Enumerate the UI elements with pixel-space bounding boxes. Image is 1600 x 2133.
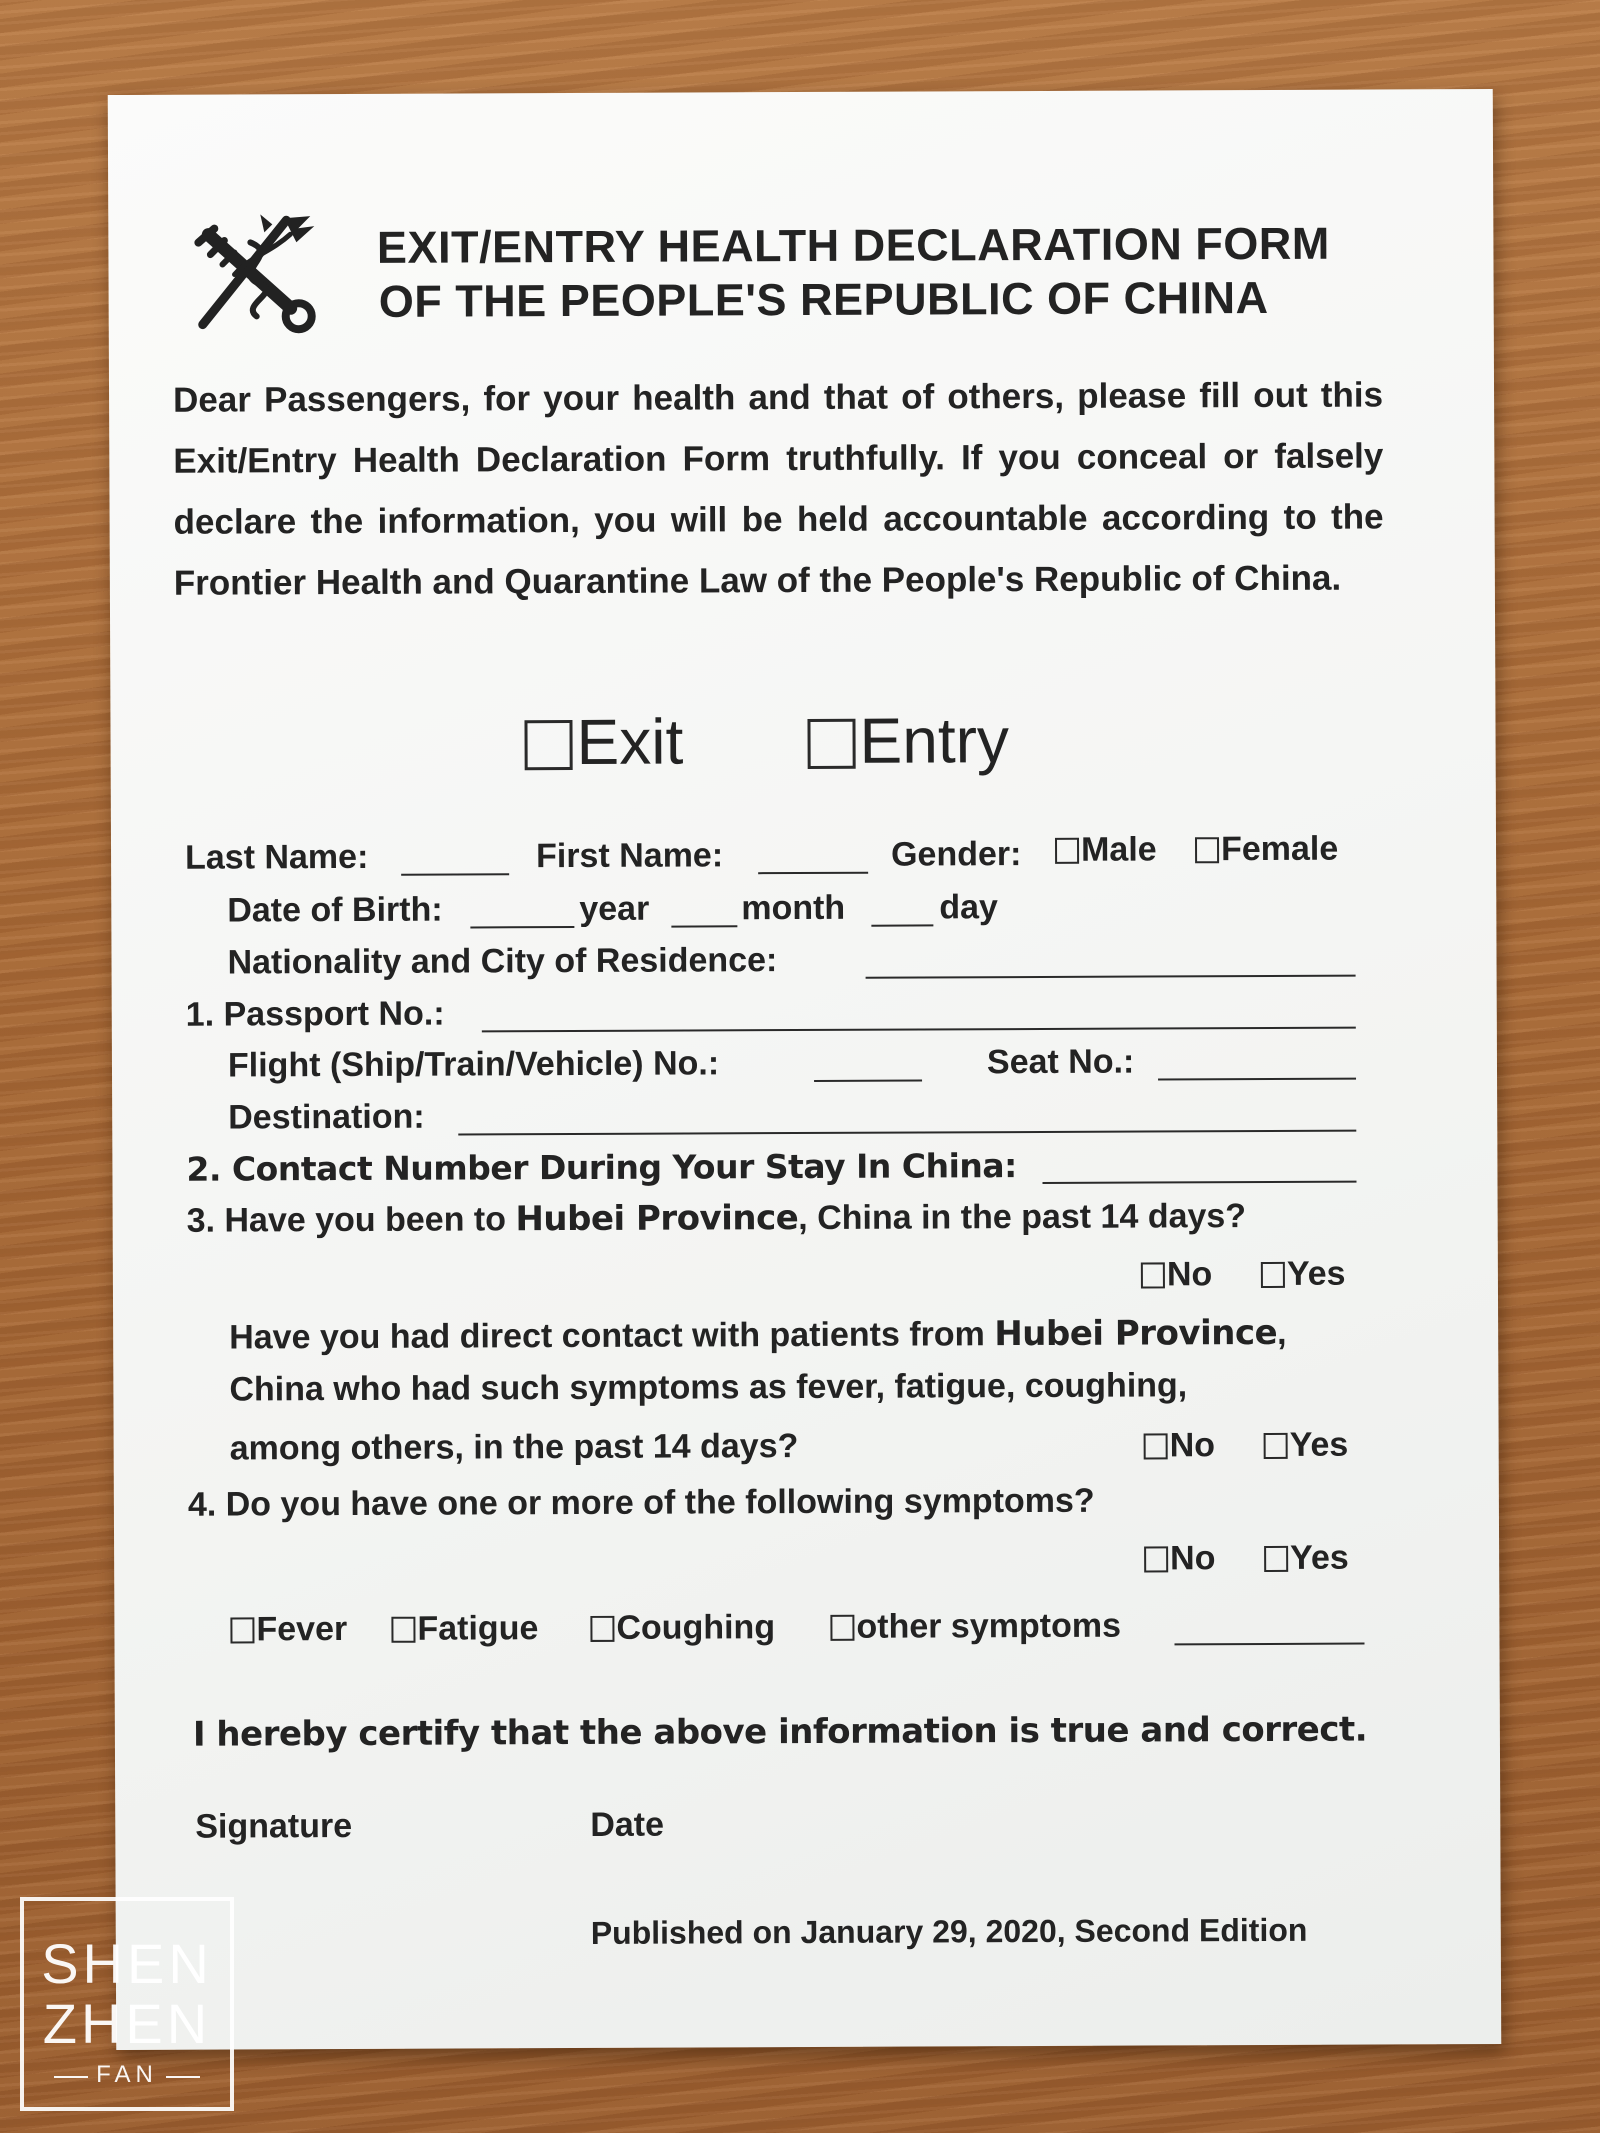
other-symptoms-label: other symptoms — [856, 1606, 1122, 1646]
fatigue-option[interactable] — [391, 1609, 538, 1649]
fever-label: Fever — [256, 1610, 348, 1649]
form-title-line1: EXIT/ENTRY HEALTH DECLARATION FORM — [376, 217, 1330, 273]
fever-checkbox[interactable] — [230, 1617, 254, 1643]
q3-no-label: No — [1166, 1255, 1213, 1294]
male-checkbox[interactable] — [1055, 838, 1079, 864]
contact-number-label: 2. Contact Number During Your Stay In China: — [186, 1146, 1017, 1189]
dob-month-label: month — [741, 888, 846, 928]
hubei-visit-question — [187, 1196, 1247, 1241]
other-symptoms-field[interactable] — [1175, 1643, 1365, 1646]
form-title-line2: OF THE PEOPLE'S REPUBLIC OF CHINA — [378, 271, 1269, 327]
dob-year-field[interactable] — [470, 926, 574, 928]
exit-option[interactable] — [524, 705, 683, 780]
q4-no-option[interactable] — [1144, 1539, 1215, 1578]
gender-label: Gender: — [890, 835, 1022, 874]
symptoms-question: 4. Do you have one or more of the following symptoms? — [187, 1481, 1095, 1524]
flight-field[interactable] — [814, 1079, 922, 1081]
female-checkbox[interactable] — [1195, 837, 1219, 863]
q3-yes-checkbox[interactable] — [1261, 1262, 1285, 1288]
destination-label: Destination: — [228, 1097, 425, 1137]
coughing-option[interactable] — [590, 1608, 775, 1648]
contact-question-line3: among others, in the past 14 days? — [229, 1427, 799, 1468]
q3-prefix: 3. Have you been to — [186, 1200, 516, 1240]
contact-line1-suffix: , — [1277, 1313, 1287, 1352]
male-label: Male — [1080, 830, 1157, 869]
watermark-line2: ZHEN — [42, 1992, 212, 2055]
declaration-form-paper — [108, 89, 1502, 2050]
dob-label: Date of Birth: — [227, 890, 443, 930]
q4-yes-option[interactable] — [1264, 1539, 1349, 1578]
q3-no-checkbox[interactable] — [1141, 1262, 1165, 1288]
shenzhen-fan-watermark-logo — [20, 1897, 234, 2111]
coughing-checkbox[interactable] — [590, 1616, 614, 1642]
gender-male-option[interactable] — [1055, 830, 1157, 869]
coughing-label: Coughing — [616, 1608, 776, 1647]
contact-line1-prefix: Have you had direct contact with patients from — [229, 1315, 995, 1357]
entry-checkbox[interactable] — [807, 719, 855, 769]
destination-field[interactable] — [458, 1130, 1356, 1136]
signature-label: Signature — [195, 1806, 353, 1846]
q4-no-label: No — [1170, 1539, 1216, 1578]
nationality-label: Nationality and City of Residence: — [227, 941, 778, 982]
nationality-field[interactable] — [866, 975, 1356, 979]
contact-yes-checkbox[interactable] — [1264, 1433, 1288, 1459]
passport-field[interactable] — [482, 1027, 1356, 1033]
passport-label: 1. Passport No.: — [185, 994, 445, 1034]
seat-field[interactable] — [1158, 1078, 1356, 1081]
exit-checkbox[interactable] — [524, 720, 572, 770]
contact-question-line2: China who had such symptoms as fever, fatigue, coughing, — [229, 1366, 1188, 1409]
q3-yes-label: Yes — [1286, 1254, 1346, 1293]
dob-year-label: year — [579, 889, 650, 928]
intro-paragraph: Dear Passengers, for your health and that of others, please fill out this Exit/Entry Health Declaration Form truthfully. If you conceal or falsely declare the information, you will be held accountable according to the Frontier Health and Quarantine Law of the People's Republic of China. — [172, 375, 1384, 603]
entry-option[interactable] — [807, 703, 1009, 778]
date-label: Date — [590, 1805, 665, 1844]
contact-number-field[interactable] — [1042, 1181, 1356, 1184]
watermark-line1: SHEN — [41, 1932, 213, 1995]
last-name-label: Last Name: — [184, 837, 369, 877]
q3-yes-option[interactable] — [1261, 1255, 1346, 1294]
publication-footer: Published on January 29, 2020, Second Edition — [590, 1911, 1308, 1951]
contact-no-label: No — [1169, 1426, 1216, 1465]
flight-label: Flight (Ship/Train/Vehicle) No.: — [227, 1044, 720, 1085]
first-name-field[interactable] — [758, 872, 868, 874]
q3-no-option[interactable] — [1141, 1255, 1212, 1294]
last-name-field[interactable] — [401, 873, 509, 875]
exit-label: Exit — [576, 705, 684, 778]
q3-province: Hubei Province — [515, 1198, 799, 1240]
watermark-line3: FAN — [96, 2061, 158, 2088]
contact-question-line1 — [229, 1313, 1287, 1358]
other-symptoms-option[interactable] — [830, 1607, 1121, 1647]
certification-statement: I hereby certify that the above information is true and correct. — [192, 1709, 1368, 1755]
contact-line1-province: Hubei Province — [994, 1312, 1278, 1355]
contact-no-checkbox[interactable] — [1144, 1433, 1168, 1459]
watermark-dash-right — [166, 2076, 200, 2078]
q4-no-checkbox[interactable] — [1144, 1546, 1168, 1572]
seat-label: Seat No.: — [986, 1042, 1135, 1082]
contact-yes-label: Yes — [1289, 1425, 1349, 1464]
other-symptoms-checkbox[interactable] — [830, 1615, 854, 1641]
dob-month-field[interactable] — [671, 925, 737, 927]
dob-day-label: day — [939, 888, 998, 927]
dob-day-field[interactable] — [871, 924, 933, 926]
contact-yes-option[interactable] — [1264, 1426, 1349, 1465]
contact-no-option[interactable] — [1144, 1426, 1215, 1465]
first-name-label: First Name: — [535, 836, 724, 876]
gender-female-option[interactable] — [1195, 830, 1338, 870]
q3-suffix: , China in the past 14 days? — [798, 1197, 1247, 1238]
q4-yes-checkbox[interactable] — [1264, 1546, 1288, 1572]
q4-yes-label: Yes — [1290, 1538, 1349, 1577]
fever-option[interactable] — [230, 1610, 347, 1650]
entry-label: Entry — [859, 704, 1010, 777]
fatigue-checkbox[interactable] — [391, 1617, 415, 1643]
fatigue-label: Fatigue — [417, 1609, 539, 1648]
female-label: Female — [1220, 829, 1339, 869]
